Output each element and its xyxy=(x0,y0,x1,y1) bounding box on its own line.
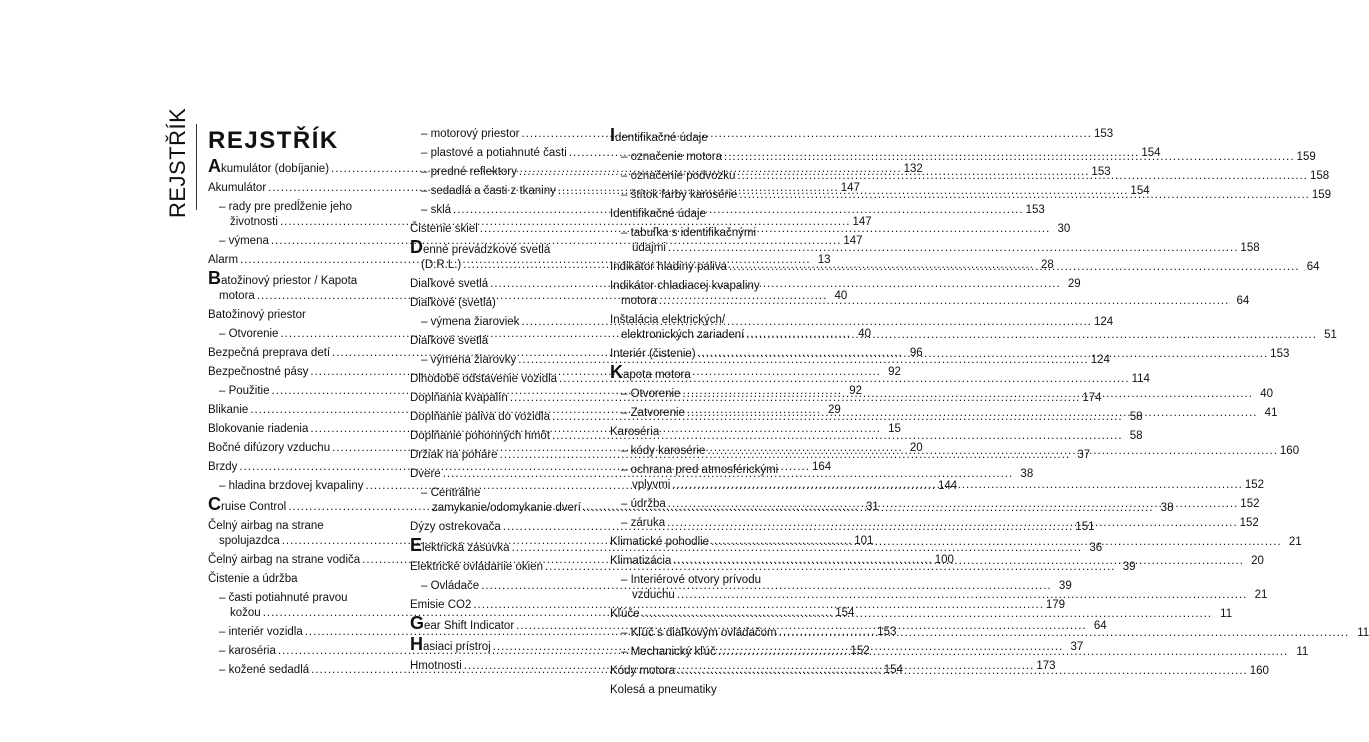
page-number: 154 xyxy=(1130,185,1150,197)
entry-label: Indikátor hladiny paliva xyxy=(610,261,727,273)
subentry-label-continued: zamykanie/odomykanie dverí xyxy=(432,502,581,514)
subentry-label: – označenie motora xyxy=(621,151,723,163)
entry-label: Bočné difúzory vzduchu xyxy=(208,442,331,454)
section-letter: C xyxy=(208,494,221,514)
page-number: 29 xyxy=(828,404,841,416)
section-letter: E xyxy=(410,535,423,555)
entry-label: ruise Control xyxy=(221,501,287,513)
subentry-label: – výmena xyxy=(219,235,269,247)
subentry-label: – Centrálne xyxy=(421,487,481,499)
dot-leader xyxy=(724,150,1295,165)
subentry-label: – záruka xyxy=(621,517,666,529)
entry-label-continued: (D.R.L.) xyxy=(421,259,462,271)
entry-label: Dvere xyxy=(410,468,441,480)
page-number: 153 xyxy=(1093,128,1114,140)
entry-label-continued: spolujazdca xyxy=(219,535,280,547)
page-number: 173 xyxy=(1036,660,1056,672)
entry-label: Interiér (čistenie) xyxy=(610,348,696,360)
side-divider xyxy=(196,124,197,210)
page-number: 154 xyxy=(1141,147,1161,159)
page-number: 37 xyxy=(1077,449,1091,461)
entry-label: atožinový priestor / Kapota xyxy=(221,275,358,287)
entry-label: Inštalácia elektrických/ xyxy=(610,314,726,326)
page-number: 152 xyxy=(1240,498,1260,510)
dot-leader xyxy=(729,260,1300,275)
page-number: 40 xyxy=(1260,388,1273,400)
entry-label: Blokovanie riadenia xyxy=(208,423,309,435)
subentry-label: – označenie podvozku xyxy=(621,170,736,182)
section-letter: B xyxy=(208,268,221,288)
page-number: 58 xyxy=(1129,430,1143,442)
entry-label: kumulátor (dobíjanie) xyxy=(221,163,330,175)
subentry-label: – výmena žiaroviek xyxy=(421,316,520,328)
entry-label: Emisie CO2 xyxy=(410,599,472,611)
subentry-label: – Ovládače xyxy=(421,580,480,592)
entry-text xyxy=(410,535,510,556)
page-number: 11 xyxy=(1357,627,1369,639)
page-number: 15 xyxy=(888,423,901,435)
page-number: 152 xyxy=(850,645,870,657)
page-number: 164 xyxy=(811,461,832,473)
entry-label: Čelný airbag na strane vodiča xyxy=(208,554,361,566)
page-number: 144 xyxy=(938,480,958,492)
entry-label: Akumulátor xyxy=(208,182,267,194)
entry-label: apota motora xyxy=(623,369,691,381)
dot-leader xyxy=(668,241,1239,256)
index-entry xyxy=(610,683,799,698)
entry-label: dentifikačné údaje xyxy=(615,132,708,144)
dot-leader xyxy=(677,664,1248,679)
entry-label: Doplňanie paliva do vozidla xyxy=(410,411,551,423)
subentry-label: – štítok farby karosérie xyxy=(621,189,738,201)
page-number: 160 xyxy=(1279,445,1300,457)
entry-label: Bezpečnostné pásy xyxy=(208,366,309,378)
section-letter: H xyxy=(410,634,423,654)
side-section-label-text: REJSTŘÍK xyxy=(165,107,190,218)
entry-label: ear Shift Indicator xyxy=(424,620,515,632)
entry-text xyxy=(410,613,515,634)
dot-leader xyxy=(673,554,1244,569)
page-number: 51 xyxy=(1324,329,1337,341)
dot-leader xyxy=(746,328,1317,343)
page-number: 152 xyxy=(1244,479,1265,491)
entry-label: Dlhodobé odstavenie vozidla xyxy=(410,373,558,385)
entry-text xyxy=(208,156,330,177)
entry-label: Kľúče xyxy=(610,608,640,620)
page-number: 159 xyxy=(1311,189,1332,201)
index-entry xyxy=(610,207,799,222)
dot-leader xyxy=(779,626,1350,641)
dot-leader xyxy=(659,294,1230,309)
entry-label: Blikanie xyxy=(208,404,249,416)
subentry-label-continued: údajmi xyxy=(632,242,666,254)
subentry-label: – kožené sedadlá xyxy=(219,664,310,676)
entry-label: Doplňania kvapalín xyxy=(410,392,508,404)
page-number: 92 xyxy=(849,385,863,397)
page-number: 40 xyxy=(834,290,848,302)
entry-label-continued: motora xyxy=(621,295,657,307)
page-number: 153 xyxy=(1025,204,1045,216)
page-number: 114 xyxy=(1131,373,1150,385)
dot-leader xyxy=(677,588,1248,603)
subentry-label: – výmena žiarovky xyxy=(421,354,517,366)
page-number: 20 xyxy=(1251,555,1264,567)
page-number: 160 xyxy=(1249,665,1269,677)
subentry-label: – hladina brzdovej kvapaliny xyxy=(219,480,364,492)
entry-label: Držiak na poháre xyxy=(410,449,498,461)
subentry-label: – Kľúč s diaľkovým ovládačom xyxy=(621,627,777,639)
subentry-label: – sedadlá a časti z tkaniny xyxy=(421,185,556,197)
entry-heading: Identifikačné údaje xyxy=(610,208,706,220)
page-number: 28 xyxy=(1040,259,1054,271)
page-number: 92 xyxy=(888,366,901,378)
subentry-label: – tabuľka s identifikačnými xyxy=(621,227,757,239)
dot-leader xyxy=(687,406,1258,421)
entry-label-continued: elektronických zariadení xyxy=(621,329,745,341)
page-number: 147 xyxy=(840,182,860,194)
index-entry-line xyxy=(610,588,1268,603)
entry-heading: Diaľkové (svetlá) xyxy=(410,297,496,309)
index-entry xyxy=(208,308,388,323)
page-number: 21 xyxy=(1254,589,1268,601)
dot-leader xyxy=(642,607,1213,622)
page-number: 158 xyxy=(1309,170,1330,182)
page-number: 174 xyxy=(1082,392,1102,404)
page-number: 147 xyxy=(852,216,872,228)
index-entry xyxy=(610,125,799,146)
index-entry xyxy=(208,572,388,587)
subentry-label: – údržba xyxy=(621,498,666,510)
entry-label: Hmotnosti xyxy=(410,660,462,672)
subentry-label: – Otvorenie xyxy=(621,388,681,400)
dot-leader xyxy=(718,645,1289,660)
subentry-label: – motorový priestor xyxy=(421,128,520,140)
entry-label: Klimatizácia xyxy=(610,555,672,567)
entry-heading: Kolesá a pneumatiky xyxy=(610,684,717,696)
section-letter: G xyxy=(410,613,425,633)
side-section-label xyxy=(161,107,191,218)
page-number: 38 xyxy=(1160,502,1174,514)
page-number: 153 xyxy=(1091,166,1111,178)
dot-leader xyxy=(707,444,1278,459)
subentry-label: – karoséria xyxy=(219,645,276,657)
dot-leader xyxy=(737,169,1308,184)
page-number: 11 xyxy=(1220,608,1233,620)
subentry-label-continued: kožou xyxy=(230,607,261,619)
index-entry xyxy=(410,334,599,349)
dot-leader xyxy=(739,188,1310,203)
entry-label: Čistenie skiel xyxy=(410,223,478,235)
subentry-label: – Použitie xyxy=(219,385,270,397)
page-number: 64 xyxy=(1236,295,1250,307)
subentry-label: – ochrana pred atmosférickými xyxy=(621,464,779,476)
entry-label: Dýzy ostrekovača xyxy=(410,521,501,533)
subentry-label-continued: životnosti xyxy=(230,216,278,228)
subentry-label: – kódy karosérie xyxy=(621,445,706,457)
page-number: 39 xyxy=(1058,580,1072,592)
entry-label: Bezpečná preprava detí xyxy=(208,347,331,359)
subentry-label: – plastové a potiahnuté časti xyxy=(421,147,567,159)
page-number: 152 xyxy=(1239,517,1259,529)
page-number: 132 xyxy=(903,163,923,175)
page-number: 153 xyxy=(877,626,897,638)
page-number: 154 xyxy=(883,664,903,676)
page-number: 40 xyxy=(858,328,871,340)
dot-leader xyxy=(668,497,1239,512)
entry-heading: Karoséria xyxy=(610,426,660,438)
subentry-label: – Otvorenie xyxy=(219,328,279,340)
page-number: 158 xyxy=(1240,242,1260,254)
page-number: 64 xyxy=(1093,620,1107,632)
dot-leader xyxy=(672,478,1243,493)
section-letter: D xyxy=(410,237,423,257)
page-number: 37 xyxy=(1070,641,1084,653)
subentry-label-continued: vplyvmi xyxy=(632,479,671,491)
entry-label: Elektrické ovládanie okien xyxy=(410,561,543,573)
page-number: 31 xyxy=(865,501,879,513)
subentry-label: – Mechanický kľúč xyxy=(621,646,716,658)
entry-label: Diaľkové svetlá xyxy=(410,278,489,290)
page-number: 96 xyxy=(909,347,923,359)
entry-label: Brzdy xyxy=(208,461,238,473)
entry-label: Kódy motora xyxy=(610,665,676,677)
entry-text xyxy=(610,125,799,146)
page-number: 21 xyxy=(1288,536,1302,548)
section-letter: A xyxy=(208,156,221,176)
entry-label: Alarm xyxy=(208,254,239,266)
entry-label: enné prevádzkové svetlá xyxy=(423,244,551,256)
page-number: 159 xyxy=(1296,151,1316,163)
subentry-label: – interiér vozidla xyxy=(219,626,303,638)
entry-heading: Čistenie a údržba xyxy=(208,573,298,585)
entry-heading: Batožinový priestor xyxy=(208,309,306,321)
page-number: 58 xyxy=(1129,411,1143,423)
section-letter: K xyxy=(610,362,623,382)
dot-leader xyxy=(667,516,1238,531)
index-entry xyxy=(610,362,799,383)
entry-heading: Diaľkové svetlá xyxy=(410,335,489,347)
entry-label: Čelný airbag na strane xyxy=(208,520,324,532)
entry-text xyxy=(410,237,599,258)
entry-label-continued: motora xyxy=(219,290,255,302)
page-title: REJSTŘÍK xyxy=(208,127,339,154)
dot-leader xyxy=(682,387,1253,402)
entry-label: asiaci prístroj xyxy=(423,641,491,653)
page-number: 20 xyxy=(909,442,923,454)
entry-text xyxy=(410,634,491,655)
page-number: 147 xyxy=(843,235,863,247)
entry-text xyxy=(610,362,799,383)
dot-leader xyxy=(698,347,1269,362)
page-number: 36 xyxy=(1089,542,1103,554)
subentry-label: – sklá xyxy=(421,204,452,216)
page-number: 41 xyxy=(1264,407,1278,419)
page-number: 124 xyxy=(1093,316,1114,328)
page-number: 124 xyxy=(1090,354,1110,366)
subentry-label-continued: vzduchu xyxy=(632,589,675,601)
dot-leader xyxy=(521,127,1092,142)
page-number: 101 xyxy=(854,535,874,547)
page-number: 151 xyxy=(1075,521,1095,533)
entry-text xyxy=(208,494,287,515)
subentry-label: – Interiérové otvory prívodu xyxy=(621,574,761,586)
section-letter: I xyxy=(610,125,616,145)
page-number: 11 xyxy=(1296,646,1309,658)
page-number: 39 xyxy=(1122,561,1136,573)
page-number: 38 xyxy=(1020,468,1034,480)
page-number: 154 xyxy=(835,607,855,619)
subentry-label: – rady pre predĺženie jeho xyxy=(219,201,352,213)
entry-text xyxy=(208,268,388,289)
dot-leader xyxy=(711,535,1282,550)
page-number: 13 xyxy=(817,254,831,266)
entry-label: lektrická zásuvka xyxy=(422,542,510,554)
page-number: 179 xyxy=(1045,599,1066,611)
entry-label: Klimatické pohodlie xyxy=(610,536,710,548)
page-number: 153 xyxy=(1270,348,1290,360)
index-entry xyxy=(610,425,799,440)
entry-label: Doplňanie pohonných hmôt xyxy=(410,430,551,442)
page-number: 30 xyxy=(1057,223,1071,235)
subentry-label: – predné reflektory xyxy=(421,166,517,178)
page-number: 100 xyxy=(934,554,954,566)
index-entry xyxy=(410,296,599,311)
subentry-label: – časti potiahnuté pravou xyxy=(219,592,348,604)
page-number: 64 xyxy=(1306,261,1320,273)
subentry-label: – Zatvorenie xyxy=(621,407,685,419)
page-number: 29 xyxy=(1067,278,1081,290)
entry-label: Indikátor chladiacej kvapaliny xyxy=(610,280,760,292)
